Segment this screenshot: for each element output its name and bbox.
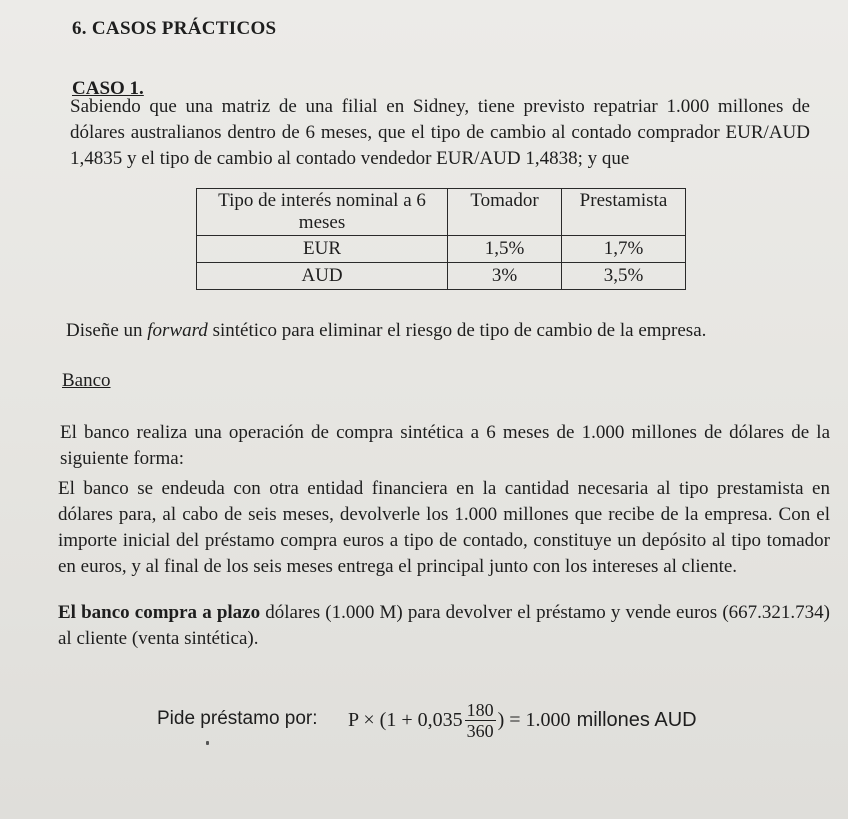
case-title: CASO 1. xyxy=(72,78,144,99)
loan-formula xyxy=(348,700,697,741)
table-cell: 3% xyxy=(448,263,562,290)
table-header-row xyxy=(197,189,686,236)
bank-paragraph-1: El banco realiza una operación de compra sintética a 6 meses de 1.000 millones de dólares de la siguiente forma: xyxy=(60,422,830,469)
table-header-cell: Prestamista xyxy=(561,189,685,236)
formula-suffix: millones AUD xyxy=(576,709,697,731)
table-cell: AUD xyxy=(197,263,448,290)
fraction-denominator: 360 xyxy=(466,721,494,741)
table-cell: 1,5% xyxy=(448,236,562,263)
section-title: 6. CASOS PRÁCTICOS xyxy=(72,18,277,39)
formula-rhs: ) = 1.000 xyxy=(497,709,571,731)
design-text-post: sintético para eliminar el riesgo de tipo de cambio de la empresa. xyxy=(207,320,707,341)
bank-paragraph-3 xyxy=(58,600,830,652)
table-row xyxy=(197,236,686,263)
fraction-numerator: 180 xyxy=(466,700,494,720)
table-cell: 1,7% xyxy=(561,236,685,263)
design-text-emphasis: forward xyxy=(147,320,208,341)
table-row xyxy=(197,263,686,290)
table-cell: EUR xyxy=(197,236,448,263)
design-instruction xyxy=(66,318,826,344)
bank-paragraph-3-rest: dólares (1.000 M) para devolver el préstamo y vende euros (667.321.734) al cliente (venta sintética). xyxy=(58,602,830,649)
intro-paragraph: Sabiendo que una matriz de una filial en Sidney, tiene previsto repatriar 1.000 millones de dólares australianos dentro de 6 meses, que el tipo de cambio al contado comprador EUR/AUD 1,4835 y el tipo de cambio al contado vendedor EUR/AUD 1,4838; y que xyxy=(70,96,810,169)
design-text-pre: Diseñe un xyxy=(66,320,148,341)
banco-heading: Banco xyxy=(62,370,111,391)
interest-rate-table xyxy=(196,188,686,290)
formula-label: Pide préstamo por: xyxy=(157,708,318,729)
table-header-cell: Tomador xyxy=(448,189,562,236)
paper-speck xyxy=(206,741,209,745)
formula-fraction xyxy=(465,700,496,741)
bank-paragraph-2: El banco se endeuda con otra entidad financiera en la cantidad necesaria al tipo prestamista en dólares para, al cabo de seis meses, devolverle los 1.000 millones que recibe de la empresa. Con el importe inicial del préstamo compra euros a tipo de contado, constituye un depósito al tipo tomador en euros, y al final de los seis meses entrega el principal junto con los intereses al cliente. xyxy=(58,478,830,577)
table-cell: 3,5% xyxy=(561,263,685,290)
formula-lhs: P × (1 + 0,035 xyxy=(348,709,463,731)
bank-paragraph-3-bold: El banco compra a plazo xyxy=(58,602,261,623)
table-header-cell: Tipo de interés nominal a 6 meses xyxy=(197,189,448,236)
